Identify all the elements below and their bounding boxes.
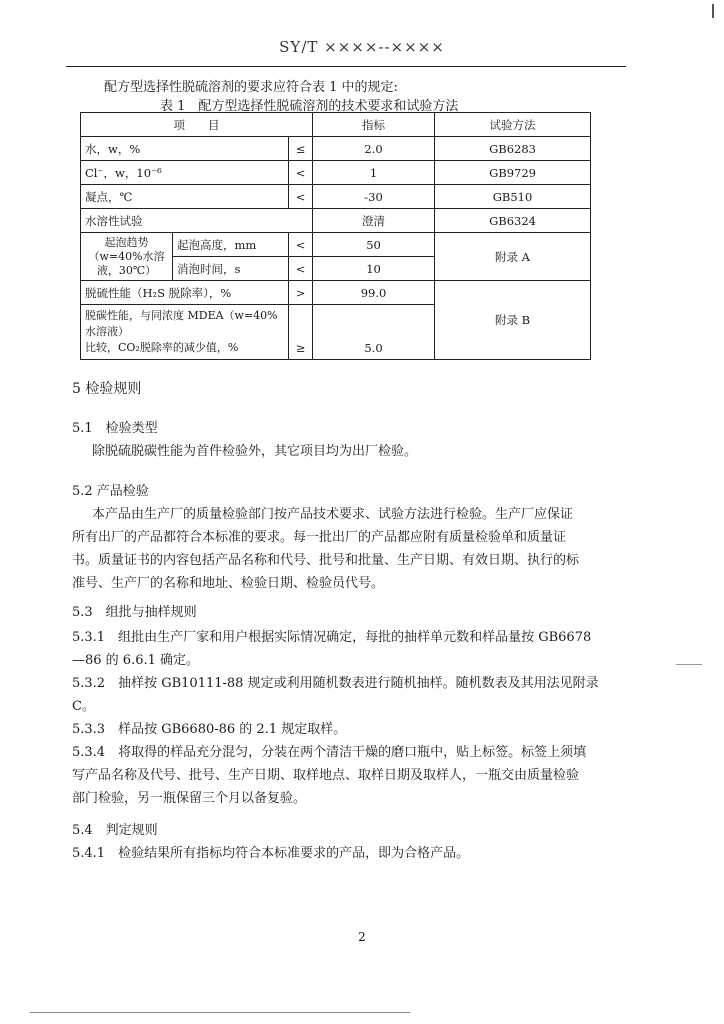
row-foam-height-label: 起泡高度，mm	[173, 233, 289, 257]
table-row	[81, 137, 591, 161]
section-5-2-title: 5.2 产品检验	[72, 484, 149, 499]
row-water-method: GB6283	[435, 137, 591, 161]
row-desulf-method: 附录 B	[435, 281, 591, 360]
row-decarb-item	[81, 305, 289, 360]
row-foam-height-op: <	[289, 233, 313, 257]
section-5-3-3: 5.3.3 样品按 GB6680-86 的 2.1 规定取样。	[72, 722, 347, 737]
scan-edge-mark	[676, 664, 702, 665]
table-row	[81, 209, 591, 233]
row-decarb-op: ≥	[289, 305, 313, 360]
foam-group-line1: 起泡趋势	[104, 235, 149, 249]
table-row	[81, 233, 591, 257]
section-5-1-text: 除脱硫脱碳性能为首件检验外，其它项目均为出厂检验。	[92, 444, 418, 459]
table-row	[81, 185, 591, 209]
header-indicator: 指标	[313, 113, 435, 137]
section-5-3-2-line2: C。	[72, 699, 95, 714]
row-freeze-method: GB510	[435, 185, 591, 209]
row-foam-height-value: 50	[313, 233, 435, 257]
row-foam-time-label: 消泡时间，s	[173, 257, 289, 281]
row-decarb-value: 5.0	[313, 305, 435, 360]
row-water-item: 水，w，%	[81, 137, 289, 161]
section-5-3-4-line2: 写产品名称及代号、批号、生产日期、取样地点、取样日期及取样人，一瓶交由质量检验	[72, 768, 580, 783]
section-5-2-line2: 所有出厂的产品都符合本标准的要求。每一批出厂的产品都应附有质量检验单和质量证	[72, 530, 567, 545]
row-water-value: 2.0	[313, 137, 435, 161]
header-item: 项 目	[81, 113, 313, 137]
foam-group-line3: 液，30℃）	[96, 263, 157, 277]
row-miscibility-value: 澄清	[313, 209, 435, 233]
page-number: 2	[358, 930, 366, 944]
foam-group-line2: （w=40%水溶	[88, 249, 165, 263]
section-5-3-1-line2: —86 的 6.6.1 确定。	[72, 653, 200, 668]
section-5-3-1-line1: 5.3.1 组批由生产厂家和用户根据实际情况确定，每批的抽样单元数和样品量按 GB6678	[72, 630, 592, 645]
row-foam-time-op: <	[289, 257, 313, 281]
row-chloride-method: GB9729	[435, 161, 591, 185]
row-desulf-op: >	[289, 281, 313, 305]
row-freeze-value: -30	[313, 185, 435, 209]
table-row	[81, 161, 591, 185]
table-row	[81, 281, 591, 305]
row-chloride-value: 1	[313, 161, 435, 185]
section-5-3-4-line1: 5.3.4 将取得的样品充分混匀，分装在两个清洁干燥的磨口瓶中，贴上标签。标签上须填	[72, 745, 587, 760]
row-miscibility-method: GB6324	[435, 209, 591, 233]
scan-edge-mark	[712, 4, 714, 18]
row-foam-group	[81, 233, 173, 281]
section-5-2-line1: 本产品由生产厂的质量检验部门按产品技术要求、试验方法进行检验。生产厂应保证	[92, 507, 574, 522]
header-rule	[66, 66, 626, 67]
section-5-3-title: 5.3 组批与抽样规则	[72, 605, 197, 620]
row-freeze-op: <	[289, 185, 313, 209]
row-water-op: ≤	[289, 137, 313, 161]
section-5-4-title: 5.4 判定规则	[72, 823, 158, 838]
section-5-2-line4: 准号、生产厂的名称和地址、检验日期、检验员代号。	[72, 576, 385, 591]
row-chloride-op: <	[289, 161, 313, 185]
section-5-1-title: 5.1 检验类型	[72, 421, 158, 436]
section-5-2-line3: 书。质量证书的内容包括产品名称和代号、批号和批量、生产日期、有效日期、执行的标	[72, 553, 580, 568]
decarb-line1: 脱碳性能，与同浓度 MDEA（w=40%水溶液）	[85, 309, 278, 338]
row-desulf-item: 脱硫性能（H₂S 脱除率），%	[81, 281, 289, 305]
row-freeze-item: 凝点，℃	[81, 185, 289, 209]
spec-table	[80, 112, 591, 360]
document-code-header: SY/T ××××--××××	[279, 38, 445, 56]
table-caption: 表 1 配方型选择性脱硫溶剂的技术要求和试验方法	[160, 99, 459, 114]
decarb-line2: 比较，CO₂脱除率的减少值，%	[85, 341, 239, 354]
section-5-3-4-line3: 部门检验，另一瓶保留三个月以备复验。	[72, 791, 307, 806]
section-5-title: 5 检验规则	[72, 381, 142, 397]
row-chloride-item: Cl⁻，w，10⁻⁶	[81, 161, 289, 185]
table-header-row	[81, 113, 591, 137]
section-5-4-1: 5.4.1 检验结果所有指标均符合本标准要求的产品，即为合格产品。	[72, 846, 470, 861]
section-5-3-2-line1: 5.3.2 抽样按 GB10111-88 规定或利用随机数表进行随机抽样。随机数表及其用法见附录	[72, 676, 599, 691]
row-miscibility-item: 水溶性试验	[81, 209, 313, 233]
header-method: 试验方法	[435, 113, 591, 137]
intro-paragraph: 配方型选择性脱硫溶剂的要求应符合表 1 中的规定:	[104, 80, 398, 95]
row-foam-time-value: 10	[313, 257, 435, 281]
scan-bottom-rule	[30, 1012, 410, 1013]
row-desulf-value: 99.0	[313, 281, 435, 305]
row-foam-method: 附录 A	[435, 233, 591, 281]
